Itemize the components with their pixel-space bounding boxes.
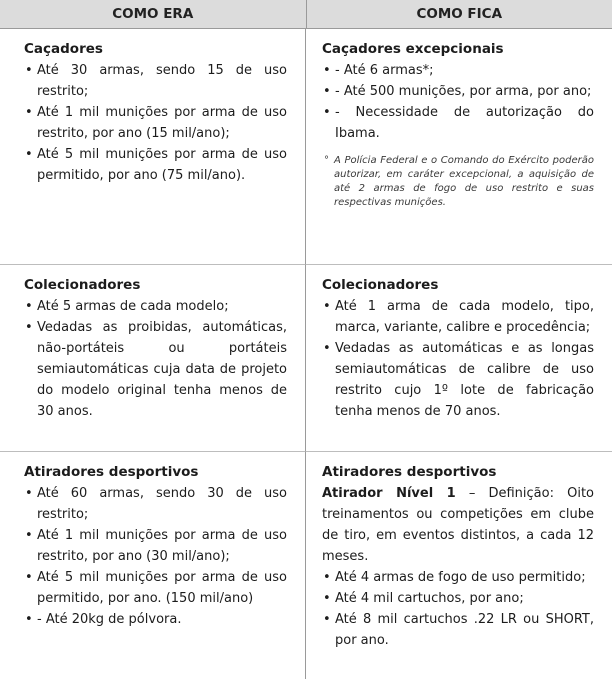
definition-body: – Definição: Oito treinamentos ou competições em clube de tiro, em eventos distintos, a cada 12 meses.	[322, 486, 594, 564]
list-item: • - Até 500 munições, por arma, por ano;	[322, 81, 594, 102]
table-header	[0, 0, 612, 29]
table-body	[0, 29, 612, 679]
list-item: • Até 1 mil munições por arma de uso restrito, por ano (30 mil/ano);	[24, 525, 287, 567]
list-item: • - Até 20kg de pólvora.	[24, 609, 287, 630]
list-item: • Até 30 armas, sendo 15 de uso restrito;	[24, 60, 287, 102]
cell-atiradores-fica	[306, 452, 612, 679]
cell-colecionadores-fica	[306, 265, 612, 452]
list-item: • Vedadas as proibidas, automáticas, não-portáteis ou portáteis semiautomáticas cuja data de projeto do modelo original tenha menos de 30 anos.	[24, 317, 287, 422]
header-como-era: COMO ERA	[0, 0, 307, 28]
list-item: • Até 60 armas, sendo 30 de uso restrito;	[24, 483, 287, 525]
header-como-fica: COMO FICA	[416, 6, 503, 22]
definition-text	[322, 483, 594, 567]
footnote: ° A Polícia Federal e o Comando do Exército poderão autorizar, em caráter excepcional, a aquisição de até 2 armas de fogo de uso restrito e suas respectivas munições.	[322, 154, 594, 210]
list-item: • Até 5 mil munições por arma de uso permitido, por ano. (150 mil/ano)	[24, 567, 287, 609]
item-list	[24, 296, 287, 422]
list-item: • Até 5 armas de cada modelo;	[24, 296, 287, 317]
section-title: Colecionadores	[322, 277, 439, 293]
section-title: Caçadores	[24, 41, 103, 57]
cell-atiradores-era	[0, 452, 306, 679]
item-list	[24, 60, 287, 186]
list-item: • - Até 6 armas*;	[322, 60, 594, 81]
list-item: • - Necessidade de autorização do Ibama.	[322, 102, 594, 144]
cell-cacadores-fica	[306, 29, 612, 265]
list-item: • Vedadas as automáticas e as longas semiautomáticas de calibre de uso restrito cujo 1º lote de fabricação tenha menos de 70 anos.	[322, 338, 594, 422]
section-title: Colecionadores	[24, 277, 141, 293]
list-item: • Até 5 mil munições por arma de uso permitido, por ano (75 mil/ano).	[24, 144, 287, 186]
item-list	[322, 60, 594, 144]
item-list	[24, 483, 287, 630]
list-item: • Até 8 mil cartuchos .22 LR ou SHORT, por ano.	[322, 609, 594, 651]
item-list	[322, 296, 594, 422]
section-title: Atiradores desportivos	[322, 464, 497, 480]
cell-cacadores-era	[0, 29, 306, 265]
section-title: Atiradores desportivos	[24, 464, 199, 480]
cell-colecionadores-era	[0, 265, 306, 452]
list-item: • Até 4 mil cartuchos, por ano;	[322, 588, 594, 609]
definition-label: Atirador Nível 1	[322, 486, 456, 501]
list-item: • Até 1 mil munições por arma de uso restrito, por ano (15 mil/ano);	[24, 102, 287, 144]
list-item: • Até 4 armas de fogo de uso permitido;	[322, 567, 594, 588]
list-item: • Até 1 arma de cada modelo, tipo, marca, variante, calibre e procedência;	[322, 296, 594, 338]
item-list	[322, 567, 594, 651]
section-title: Caçadores excepcionais	[322, 41, 504, 57]
